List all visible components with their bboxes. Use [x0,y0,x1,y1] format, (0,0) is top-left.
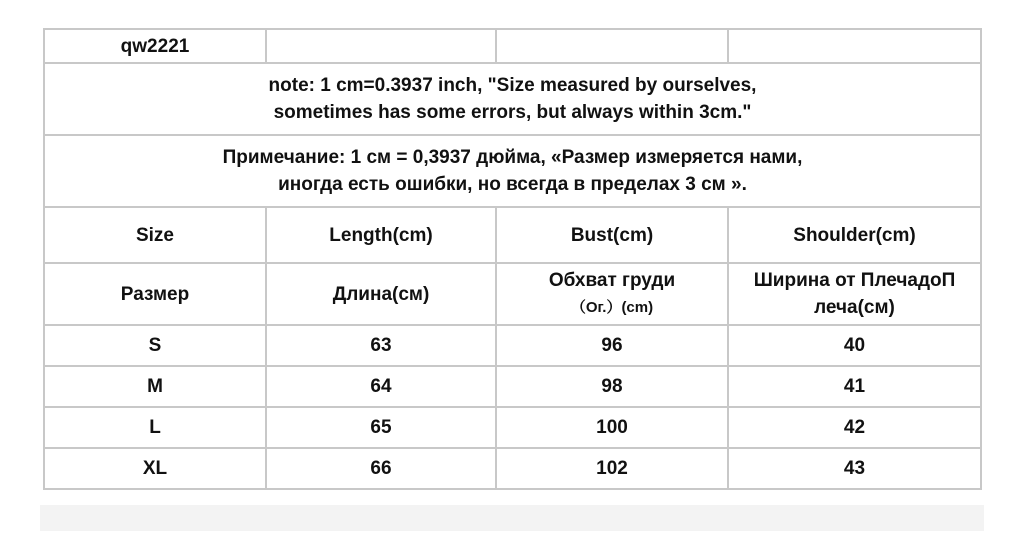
note-russian-line-2: иногда есть ошибки, но всегда в пределах 3 см ». [278,174,747,195]
header-row-russian [44,263,981,325]
note-english-line-2: sometimes has some errors, but always within 3cm." [273,102,752,123]
table-row [44,407,981,448]
size-cell: S [44,325,266,366]
header-bust-ru-line-2: （Ог.）(cm) [570,299,654,316]
shoulder-cell: 40 [728,325,981,366]
note-russian [44,135,981,207]
table-row [44,448,981,489]
length-cell: 66 [266,448,496,489]
header-shoulder-ru-line-2: леча(см) [814,297,895,318]
length-cell: 64 [266,366,496,407]
bust-cell: 102 [496,448,728,489]
note-english-row [44,63,981,135]
size-cell: M [44,366,266,407]
bottom-shadow [40,505,984,531]
product-code-row [44,29,981,63]
header-shoulder-ru [728,263,981,325]
shoulder-cell: 43 [728,448,981,489]
table-row [44,366,981,407]
header-row-english [44,207,981,263]
header-length-ru: Длина(см) [266,263,496,325]
table-row [44,325,981,366]
product-code: qw2221 [44,29,266,63]
header-bust-ru [496,263,728,325]
note-russian-line-1: Примечание: 1 см = 0,3937 дюйма, «Размер измеряется нами, [222,147,803,168]
size-table [43,28,982,490]
note-english [44,63,981,135]
header-length: Length(cm) [266,207,496,263]
empty-cell [266,29,496,63]
length-cell: 65 [266,407,496,448]
header-bust-ru-line-1: Обхват груди [548,270,676,291]
header-bust: Bust(cm) [496,207,728,263]
header-shoulder-ru-line-1: Ширина от ПлечадоП [753,270,956,291]
header-shoulder: Shoulder(cm) [728,207,981,263]
bust-cell: 98 [496,366,728,407]
empty-cell [728,29,981,63]
empty-cell [496,29,728,63]
length-cell: 63 [266,325,496,366]
note-russian-row [44,135,981,207]
note-english-line-1: note: 1 cm=0.3937 inch, "Size measured by ourselves, [268,75,757,96]
bust-cell: 96 [496,325,728,366]
bust-cell: 100 [496,407,728,448]
shoulder-cell: 42 [728,407,981,448]
size-chart [43,28,980,490]
header-size-ru: Размер [44,263,266,325]
header-size: Size [44,207,266,263]
size-cell: XL [44,448,266,489]
shoulder-cell: 41 [728,366,981,407]
size-cell: L [44,407,266,448]
